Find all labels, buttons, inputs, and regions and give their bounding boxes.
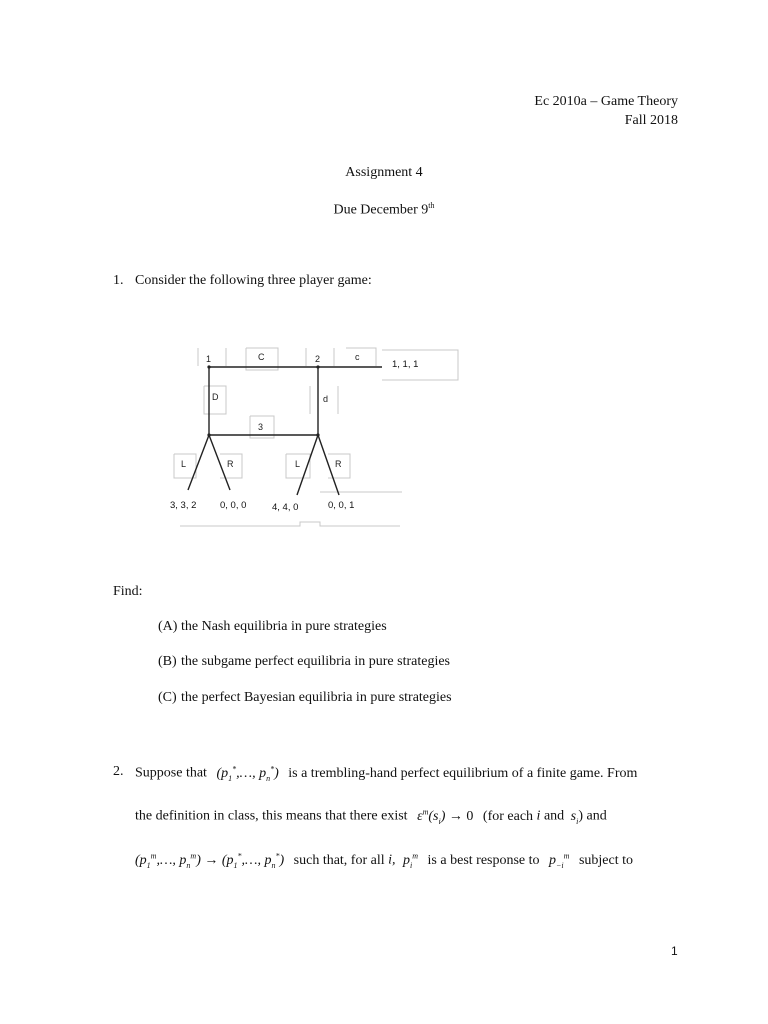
strategy-profile-star: ($p_1^*,\dots$, $p_n^*$) [216, 764, 279, 783]
convergence-expression: ($p_1^m,\dots$, $p_n^m$) → ($p_1^*,\dots$, $p_n^*$) [135, 851, 285, 870]
part-c-text: the perfect Bayesian equilibria in pure strategies [181, 690, 452, 705]
payoff-c: 1, 1, 1 [392, 359, 419, 370]
q2-line3-i: i, [388, 852, 396, 868]
node-player2 [316, 365, 319, 368]
node-player1 [207, 365, 210, 368]
part-c-label: (C) [158, 690, 177, 705]
epsilon-expression: $\varepsilon^m(s_i) \to 0$ [417, 807, 474, 826]
payoff-DL: 3, 3, 2 [170, 500, 197, 511]
edge-L2 [297, 435, 318, 495]
part-b-text: the subgame perfect equilibria in pure strategies [181, 654, 451, 669]
payoff-DR: 0, 0, 0 [220, 500, 247, 511]
label-R2: R [335, 459, 342, 469]
label-L2: L [295, 459, 301, 469]
label-action-C: C [258, 352, 265, 362]
q2-line2 [135, 807, 607, 825]
node-3-right [316, 433, 319, 436]
frame-action-c [346, 348, 376, 366]
q2-line1 [135, 764, 637, 782]
label-R1: R [227, 459, 234, 469]
p-minus-i-m-symbol: $p_{-i}^m$ [549, 851, 570, 870]
label-L1: L [181, 459, 187, 469]
q2-line2-end: ) and [578, 808, 607, 824]
q2-line2-i: i [536, 808, 541, 824]
q2-line1-start: Suppose that [135, 765, 207, 781]
part-a-label: (A) [158, 619, 178, 634]
label-action-c: c [355, 352, 360, 362]
q2-line1-end: is a trembling-hand perfect equilibrium of a finite game. From [288, 765, 638, 781]
find-label: Find: [113, 584, 143, 599]
due-date [0, 201, 768, 219]
term: Fall 2018 [624, 113, 678, 128]
label-player3: 3 [258, 422, 264, 432]
course-title: Ec 2010a – Game Theory [534, 94, 678, 109]
part-a-text: the Nash equilibria in pure strategies [181, 619, 387, 634]
page-number: 1 [671, 944, 678, 958]
game-tree-diagram [150, 340, 470, 540]
label-action-D: D [212, 392, 219, 402]
q1-number: 1. [113, 273, 124, 288]
label-frames [174, 348, 458, 526]
q2-line2-start: the definition in class, this means that there exist [135, 808, 408, 824]
q2-line3-middle: is a best response to [427, 852, 540, 868]
assignment-title: Assignment 4 [345, 165, 423, 180]
payoff-dR: 0, 0, 1 [328, 500, 355, 511]
label-player1: 1 [206, 354, 212, 364]
q2-line2-for-each: (for each [482, 808, 534, 824]
q2-line3-end: subject to [578, 852, 633, 868]
q2-line3 [135, 851, 633, 869]
due-date-text: Due December 9 [333, 202, 429, 218]
p-i-m-symbol: $p_i^m$ [403, 851, 419, 870]
edge-L1 [188, 435, 209, 490]
part-b-label: (B) [158, 654, 177, 669]
label-player2: 2 [315, 354, 321, 364]
s-i-symbol: $s_i$ [570, 808, 579, 826]
payoff-dL: 4, 4, 0 [272, 502, 299, 513]
q1-text: Consider the following three player game: [135, 273, 372, 288]
q2-line3-start: such that, for all [293, 852, 385, 868]
q2-number: 2. [113, 764, 124, 779]
node-3-left [207, 433, 210, 436]
frame-player1 [198, 348, 226, 366]
frame-payoff-bottom [180, 522, 400, 526]
tree-nodes [207, 365, 319, 436]
q2-line2-and: and [543, 808, 565, 824]
due-date-suffix: th [428, 201, 435, 210]
label-action-d: d [323, 394, 329, 404]
